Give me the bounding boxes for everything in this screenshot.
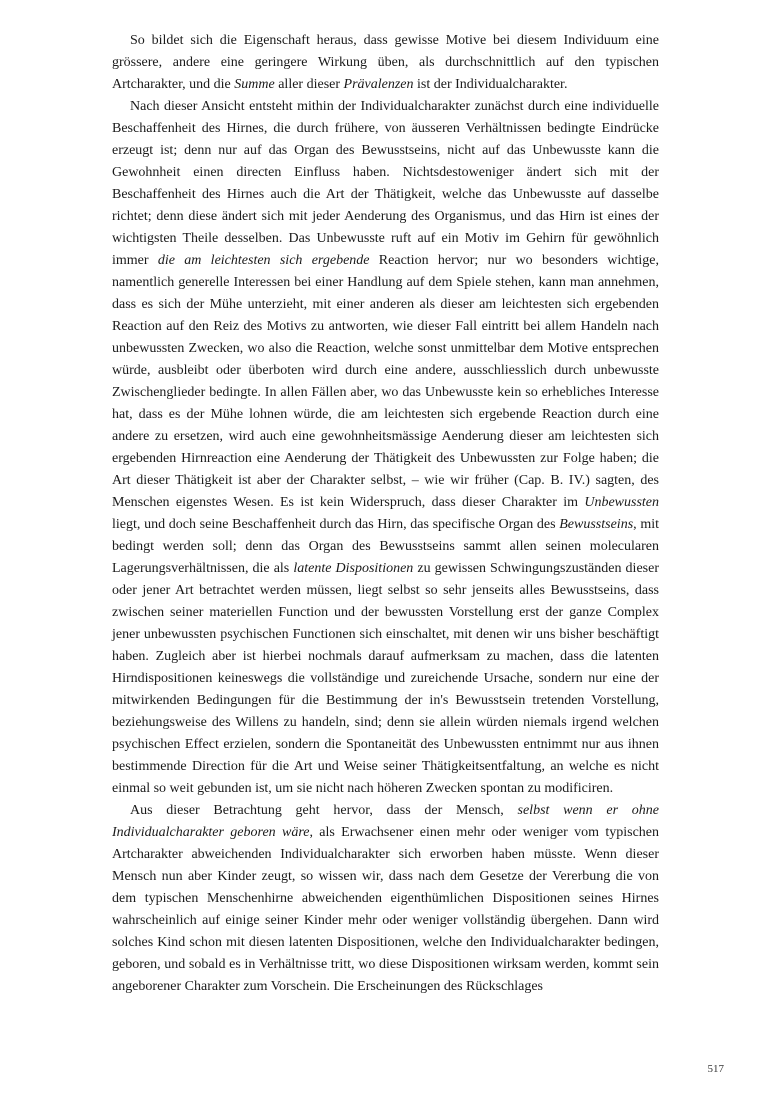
- body-text: So bildet sich die Eigenschaft heraus, dass gewisse Motive bei diesem Individuum eine grössere, andere eine geringere Wirkung üben, als durchschnittlich auf den typischen Artcharakter, und die: [112, 33, 659, 92]
- paragraph: [112, 800, 659, 998]
- paragraph: [112, 96, 659, 800]
- emphasized-text: Unbewussten: [584, 495, 659, 510]
- emphasized-text: latente Dispositionen: [293, 561, 414, 576]
- emphasized-text: Bewusstseins: [559, 517, 634, 532]
- page-number: 517: [707, 1063, 724, 1075]
- emphasized-text: selbst wenn er ohne Individualcharakter geboren wäre: [112, 803, 659, 840]
- paragraph: [112, 30, 659, 96]
- body-text: ist der Individualcharakter.: [413, 77, 568, 92]
- body-text: zu gewissen Schwingungszuständen dieser oder jener Art betrachtet werden müssen, liegt selbst so sehr jenseits alles Bewusstseins, dass zwischen seiner materiellen Function und der bewussten Vorstellung erst der ganze Complex jener unbewussten psychischen Functionen sich einschaltet, mit denen wir uns bisher beschäftigt haben. Zugleich aber ist hierbei nochmals darauf aufmerksam zu machen, dass die latenten Hirndispositionen keineswegs die vollständige und zureichende Ursache, sondern nur eine der mitwirkenden Bedingungen für die Bestimmung der in's Bewusstsein tretenden Vorstellung, beziehungsweise des Willens zu handeln, sind; denn sie allein würden niemals irgend welchen psychischen Effect erzielen, sondern die Spontaneität des Unbewussten entnimmt nur aus ihnen bestimmende Direction für die Art und Weise seiner Thätigkeitsentfaltung, an welche es nicht einmal so weit gebunden ist, um sie nicht nach höheren Zwecken spontan zu modificiren.: [112, 561, 659, 796]
- body-text: Nach dieser Ansicht entsteht mithin der Individualcharakter zunächst durch eine individuelle Beschaffenheit des Hirnes, die durch frühere, von äusseren Verhältnissen bedingte Eindrücke erzeugt ist; denn nur auf das Organ des Bewusstseins, nicht auf das Unbewusste kann die Gewohnheit einen directen Einfluss haben. Nichtsdestoweniger ändert sich mit der Beschaffenheit des Hirnes auch die Art der Thätigkeit, welche das Unbewusste auf dasselbe richtet; denn diese ändert sich mit jeder Aenderung des Organismus, und das Hirn ist eines der wichtigsten Theile desselben. Das Unbewusste ruft auf ein Motiv im Gehirn für gewöhnlich immer: [112, 99, 659, 268]
- emphasized-text: Prävalenzen: [343, 77, 414, 92]
- body-text: Aus dieser Betrachtung geht hervor, dass der Mensch,: [130, 803, 518, 818]
- body-text: , als Erwachsener einen mehr oder weniger vom typischen Artcharakter abweichenden Individualcharakter sich erworben haben müsste. Wenn dieser Mensch nun aber Kinder zeugt, so wissen wir, dass nach dem Gesetze der Vererbung die von dem typischen Menschenhirne abweichenden eigenthümlichen Dispositionen seines Hirnes wahrscheinlich auf einige seiner Kinder mehr oder weniger vollständig übergehen. Dann wird solches Kind schon mit diesen latenten Dispositionen, welche den Individualcharakter bedingen, geboren, und sobald es in Verhältnisse tritt, wo diese Dispositionen wirksam werden, kommt sein angeborener Charakter zum Vorschein. Die Erscheinungen des Rückschlages: [112, 825, 660, 994]
- body-text: , mit bedingt werden soll; denn das Organ des Bewusstseins sammt allen seinen molecularen Lagerungsverhältnissen, die als: [112, 517, 659, 576]
- body-text: Reaction hervor; nur wo besonders wichtige, namentlich generelle Interessen bei einer Handlung auf dem Spiele stehen, kann man annehmen, dass es sich der Mühe unterzieht, mit einer anderen als dieser am leichtesten sich ergebenden Reaction auf den Reiz des Motivs zu antworten, wie dieser Fall eintritt bei allem Handeln nach unbewussten Zwecken, wo also die Reaction, welche sonst unmittelbar dem Motive entsprechen würde, ausbleibt oder überboten wird durch eine andere, ausschliesslich durch unbewusste Zwischenglieder bedingte. In allen Fällen aber, wo das Unbewusste kein so erhebliches Interesse hat, dass es der Mühe lohnen würde, die am leichtesten sich ergebende Reaction durch eine andere zu ersetzen, wird auch eine gewohnheitsmässige Aenderung dieser am leichtesten sich ergebenden Hirnreaction eine Aenderung der Thätigkeit des Unbewussten zur Folge haben; die Art dieser Thätigkeit ist aber der Charakter selbst, – wie wir früher (Cap. B. IV.) sagten, des Menschen eigenstes Wesen. Es ist kein Widerspruch, dass dieser Charakter im: [112, 253, 659, 510]
- emphasized-text: die am leichtesten sich ergebende: [157, 253, 370, 268]
- page-text: [112, 30, 659, 998]
- body-text: liegt, und doch seine Beschaffenheit durch das Hirn, das specifische Organ des: [112, 517, 560, 532]
- emphasized-text: Summe: [234, 77, 275, 92]
- body-text: aller dieser: [274, 77, 344, 92]
